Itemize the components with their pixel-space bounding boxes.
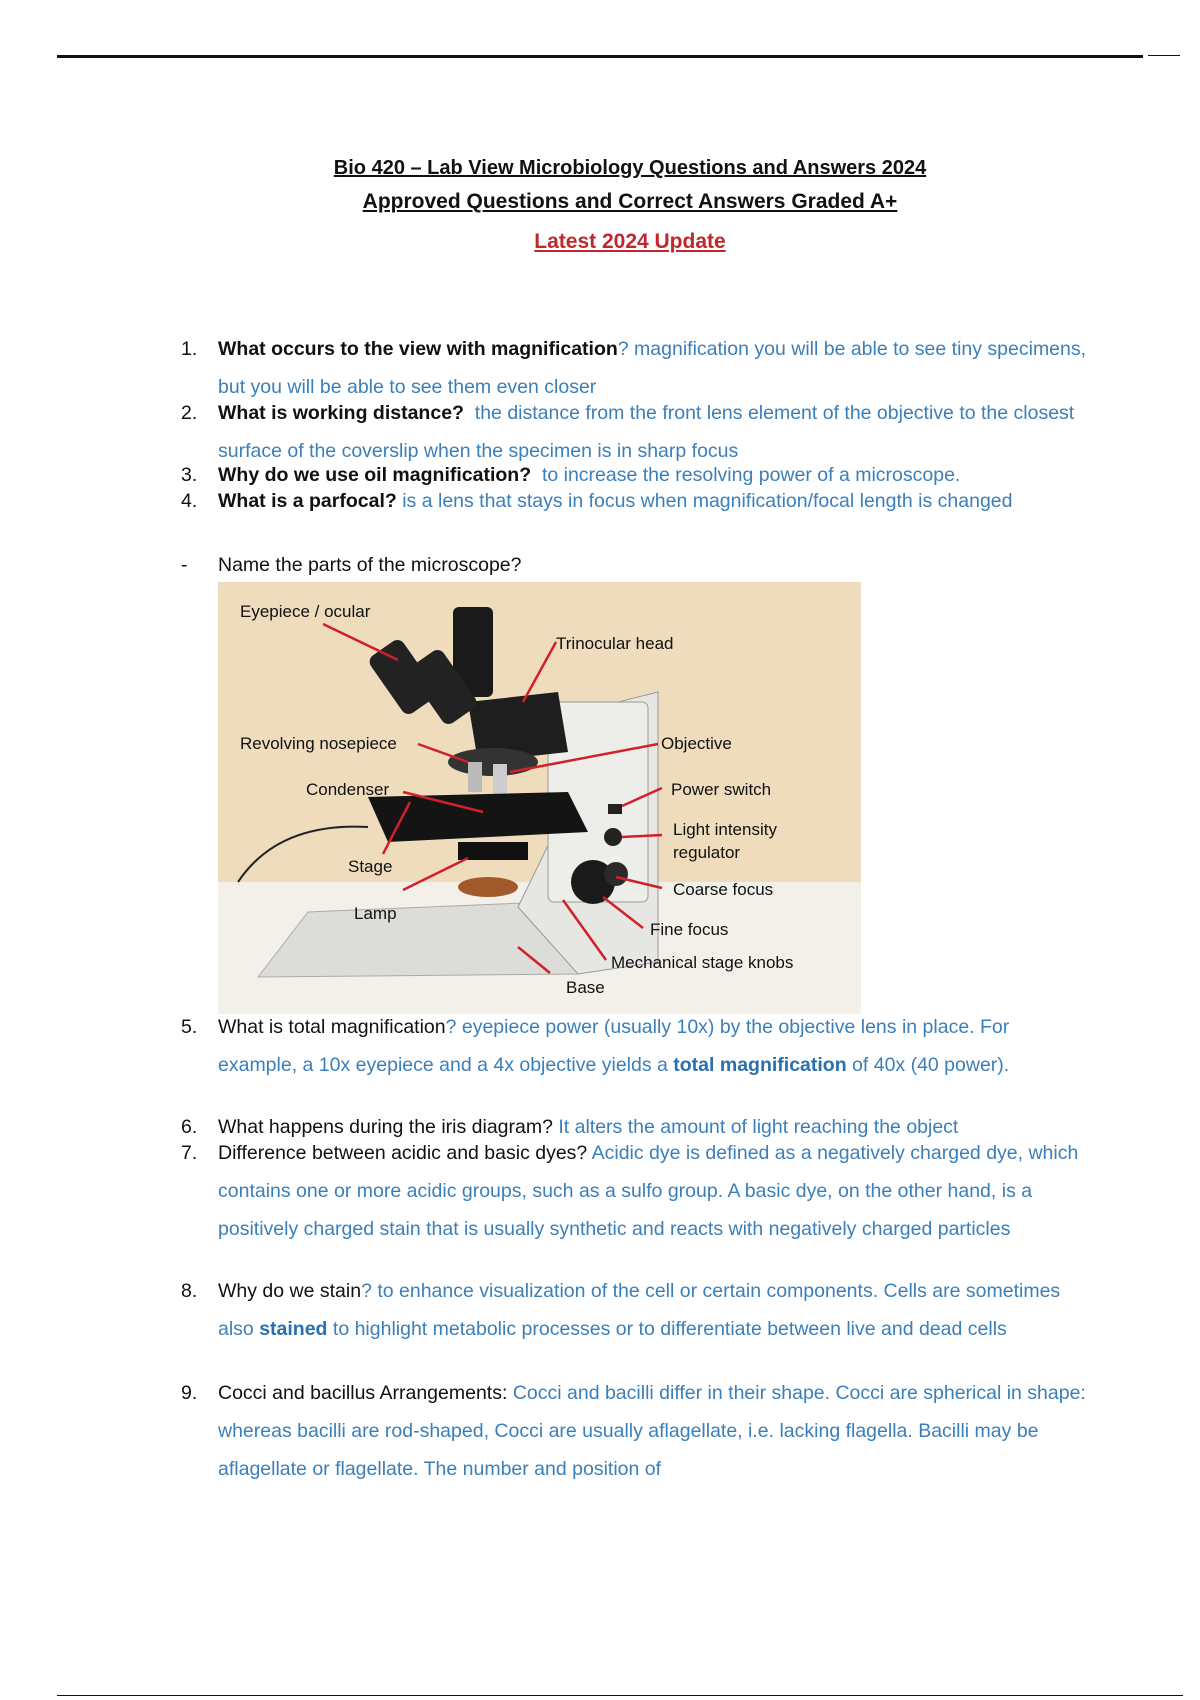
lamp-shape bbox=[458, 877, 518, 897]
answer-text-end: to highlight metabolic processes or to differentiate between live and dead cells bbox=[327, 1318, 1007, 1340]
question-text: Why do we use oil magnification? bbox=[218, 464, 532, 486]
question-number: 9. bbox=[181, 1382, 198, 1404]
question-text: What happens during the iris diagram? bbox=[218, 1116, 553, 1138]
label-revolving-nosepiece: Revolving nosepiece bbox=[240, 734, 397, 753]
answer-text-end: of 40x (40 power). bbox=[846, 1054, 1010, 1076]
bullet-dash: - bbox=[181, 554, 188, 576]
answer-emphasis: total magnification bbox=[673, 1054, 847, 1076]
question-text: What is total magnification bbox=[218, 1016, 446, 1038]
label-objective: Objective bbox=[661, 734, 732, 753]
answer-emphasis: stained bbox=[259, 1318, 328, 1340]
label-condenser: Condenser bbox=[306, 780, 390, 799]
question-number: 8. bbox=[181, 1280, 198, 1302]
question-text: Cocci and bacillus Arrangements: bbox=[218, 1382, 508, 1404]
label-lamp: Lamp bbox=[354, 904, 397, 923]
light-regulator-knob bbox=[604, 828, 622, 846]
question-text: Name the parts of the microscope? bbox=[218, 554, 522, 576]
power-switch-shape bbox=[608, 804, 622, 814]
label-regulator: regulator bbox=[673, 843, 741, 862]
microscope-illustration bbox=[218, 582, 861, 1014]
question-number: 3. bbox=[181, 464, 198, 486]
label-power-switch: Power switch bbox=[671, 780, 772, 799]
fine-knob bbox=[604, 862, 628, 886]
question-body bbox=[218, 1008, 1088, 1084]
label-fine-focus: Fine focus bbox=[650, 920, 729, 939]
answer-text: to increase the resolving power of a microscope. bbox=[541, 464, 961, 486]
answer-text: ? eyepiece power (usually 10x) by the objective lens in place. For example, a 10x eyepiece and a 4x objective yields a bbox=[218, 1016, 1010, 1076]
update-label: Latest 2024 Update bbox=[534, 230, 726, 253]
question-body bbox=[218, 1374, 1088, 1488]
question-number: 1. bbox=[181, 338, 198, 360]
question-text: What occurs to the view with magnification bbox=[218, 338, 618, 360]
question-text: What is working distance? bbox=[218, 402, 464, 424]
answer-text: ? magnification you will be able to see tiny specimens, but you will be able to see them even closer bbox=[218, 338, 1087, 398]
bottom-rule bbox=[57, 1695, 1183, 1696]
label-stage: Stage bbox=[348, 857, 393, 876]
label-coarse-focus: Coarse focus bbox=[673, 880, 774, 899]
question-body bbox=[218, 1272, 1088, 1348]
document-subtitle: Approved Questions and Correct Answers Graded A+ bbox=[362, 190, 898, 213]
answer-text: It alters the amount of light reaching the object bbox=[558, 1116, 959, 1138]
question-number: 2. bbox=[181, 402, 198, 424]
document-title: Bio 420 – Lab View Microbiology Questions and Answers 2024 bbox=[333, 157, 927, 179]
question-number: 4. bbox=[181, 490, 198, 512]
top-rule-tail bbox=[1148, 55, 1180, 56]
condenser-body bbox=[458, 842, 528, 860]
question-number: 6. bbox=[181, 1116, 198, 1138]
microscope-figure bbox=[218, 582, 861, 1014]
objective-lens-1 bbox=[468, 762, 482, 792]
label-light-intensity: Light intensity bbox=[673, 820, 777, 839]
answer-text: ? to enhance visualization of the cell or certain components. Cells are sometimes also bbox=[218, 1280, 1061, 1340]
answer-text: Acidic dye is defined as a negatively charged dye, which contains one or more acidic groups, such as a sulfo group. A basic dye, on the other hand, is a positively charged stain that is usually synthetic and reacts with negatively charged particles bbox=[218, 1142, 1079, 1240]
label-base: Base bbox=[566, 978, 605, 997]
question-number: 5. bbox=[181, 1016, 198, 1038]
question-text: What is a parfocal? bbox=[218, 490, 397, 512]
label-trinocular-head: Trinocular head bbox=[556, 634, 674, 653]
answer-text: is a lens that stays in focus when magnification/focal length is changed bbox=[402, 490, 1013, 512]
document-header bbox=[0, 152, 1200, 260]
question-text: Why do we stain bbox=[218, 1280, 362, 1302]
answer-text: Cocci and bacilli differ in their shape. Cocci are spherical in shape: whereas bacilli are rod-shaped, Cocci are usually aflagellate, i.e. lacking flagella. Bacilli may be aflagellate or flagellate. The number and position of bbox=[218, 1382, 1086, 1480]
answer-text: the distance from the front lens element of the objective to the closest surface of the coverslip when the specimen is in sharp focus bbox=[218, 402, 1075, 462]
question-number: 7. bbox=[181, 1142, 198, 1164]
question-body bbox=[218, 482, 1088, 520]
label-eyepiece: Eyepiece / ocular bbox=[240, 602, 371, 621]
objective-lens-2 bbox=[493, 764, 507, 798]
question-body bbox=[218, 1134, 1088, 1248]
top-rule bbox=[57, 55, 1143, 58]
question-text: Difference between acidic and basic dyes? bbox=[218, 1142, 588, 1164]
label-mechanical-stage-knobs: Mechanical stage knobs bbox=[611, 953, 794, 972]
